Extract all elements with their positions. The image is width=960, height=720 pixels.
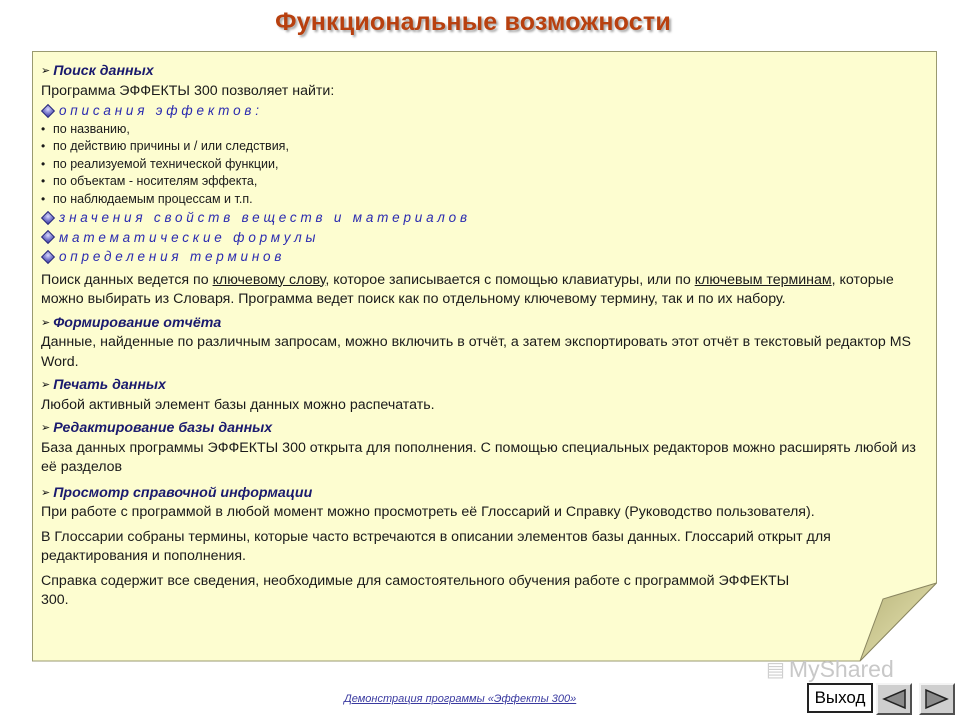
presentation-icon: ▤ bbox=[766, 659, 785, 681]
prev-arrow-icon bbox=[881, 688, 907, 710]
list-item: • по наблюдаемым процессам и т.п. bbox=[41, 191, 921, 209]
arrow-bullet-icon: ➢ bbox=[41, 486, 51, 499]
next-button[interactable] bbox=[919, 683, 955, 715]
list-item: • по названию, bbox=[41, 121, 921, 139]
prev-button[interactable] bbox=[876, 683, 912, 715]
dot-bullet-icon: • bbox=[41, 121, 46, 136]
print-text: Любой активный элемент базы данных можно распечатать. bbox=[41, 396, 435, 413]
next-arrow-icon bbox=[924, 688, 950, 710]
arrow-bullet-icon: ➢ bbox=[41, 379, 51, 391]
help-text-2: В Глоссарии собраны термины, которые часто встречаются в описании элементов базы данных. Глоссарий открыт для редактирования и пополнения. bbox=[41, 528, 831, 564]
list-item: • по действию причины и / или следствия, bbox=[41, 138, 921, 156]
dot-bullet-icon: • bbox=[41, 174, 46, 188]
diamond-bullet-icon bbox=[41, 211, 55, 225]
keyword-link[interactable]: ключевому слову bbox=[212, 271, 326, 288]
section-heading-help: ➢ Просмотр справочной информации bbox=[41, 484, 921, 504]
section-heading-print: ➢ Печать данных bbox=[41, 376, 921, 396]
page-title: Функциональные возможности bbox=[275, 8, 671, 36]
diamond-bullet-icon bbox=[41, 104, 55, 118]
exit-button[interactable]: Выход bbox=[807, 683, 873, 713]
diamond-bullet-icon bbox=[41, 230, 55, 244]
category-descriptions: описания эффектов: bbox=[41, 101, 921, 121]
watermark: ▤ MyShared bbox=[766, 656, 894, 682]
report-text: Данные, найденные по различным запросам, можно включить в отчёт, а затем экспортировать этот отчёт в текстовый редактор MS Word. bbox=[41, 334, 911, 370]
search-intro: Программа ЭФФЕКТЫ 300 позволяет найти: bbox=[41, 82, 335, 99]
content-area bbox=[41, 62, 921, 611]
section-heading-search: ➢ Поиск данных bbox=[41, 62, 921, 82]
category-terms: определения терминов bbox=[41, 247, 921, 267]
dot-bullet-icon: • bbox=[41, 191, 46, 206]
key-terms-link[interactable]: ключевым терминам bbox=[694, 271, 832, 288]
list-item: • по реализуемой технической функции, bbox=[41, 156, 921, 174]
help-text-1: При работе с программой в любой момент можно просмотреть её Глоссарий и Справку (Руководство пользователя). bbox=[41, 504, 815, 520]
category-formulas: математические формулы bbox=[41, 228, 921, 248]
diamond-bullet-icon bbox=[41, 250, 55, 264]
footer-link[interactable]: Демонстрация программы «Эффекты 300» bbox=[344, 693, 577, 705]
dot-bullet-icon: • bbox=[41, 156, 46, 171]
help-text-3: Справка содержит все сведения, необходимые для самостоятельного обучения работе с программой ЭФФЕКТЫ 300. bbox=[41, 572, 790, 608]
category-properties: значения свойств веществ и материалов bbox=[41, 208, 921, 228]
edit-text: База данных программы ЭФФЕКТЫ 300 открыта для пополнения. С помощью специальных редакторов можно расширять любой из её разделов bbox=[41, 439, 916, 475]
arrow-bullet-icon: ➢ bbox=[41, 316, 51, 329]
arrow-bullet-icon: ➢ bbox=[41, 422, 51, 434]
section-heading-report: ➢ Формирование отчёта bbox=[41, 314, 921, 334]
dot-bullet-icon: • bbox=[41, 139, 46, 153]
section-heading-edit: ➢ Редактирование базы данных bbox=[41, 419, 921, 439]
list-item: • по объектам - носителям эффекта, bbox=[41, 173, 921, 191]
search-description: Поиск данных ведется по ключевому слову, которое записывается с помощью клавиатуры, или по ключевым терминам, которые можно выбирать из Словаря. Программа ведет поиск как по отдельному ключевому термину, так и по их набору. bbox=[41, 271, 894, 307]
arrow-bullet-icon: ➢ bbox=[41, 65, 51, 77]
